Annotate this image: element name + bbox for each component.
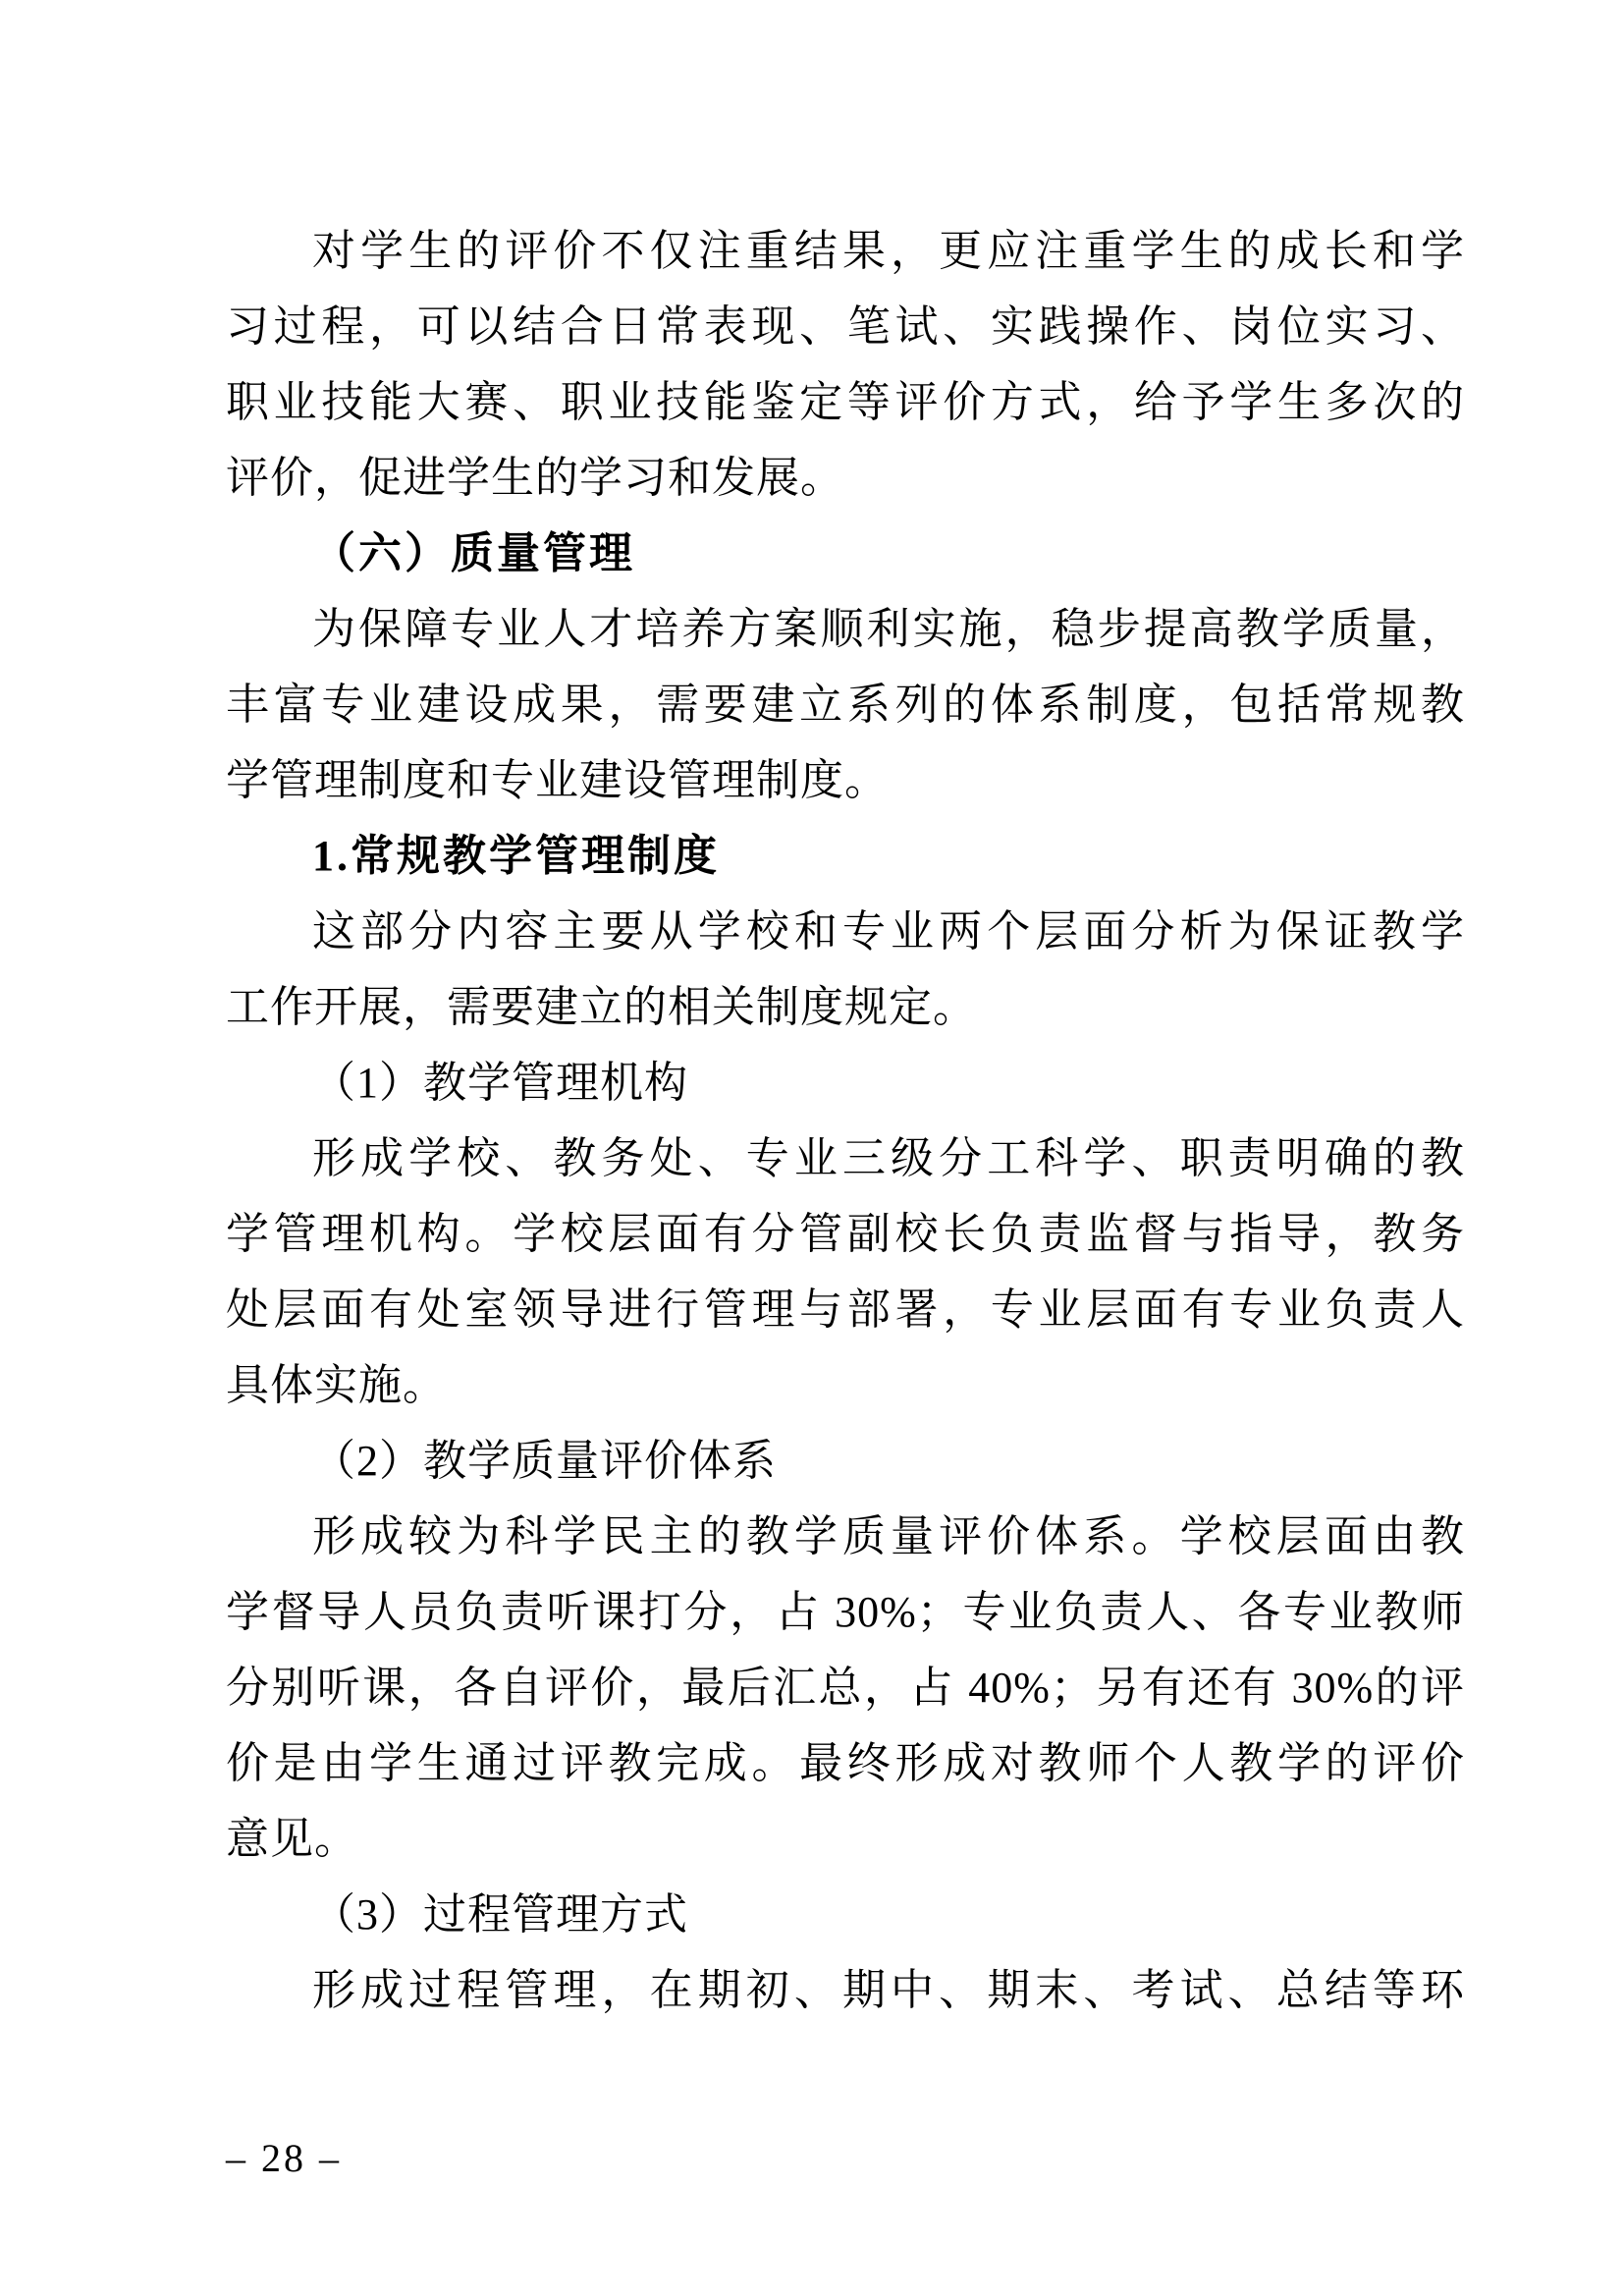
subheading-3-process-management-method: （3）过程管理方式 xyxy=(312,1890,688,1939)
body-line: 工作开展，需要建立的相关制度规定。 xyxy=(226,983,977,1031)
body-line: 意见。 xyxy=(226,1815,358,1863)
body-line: 形成较为科学民主的教学质量评价体系。学校层面由教 xyxy=(312,1512,1465,1560)
subheading-1-teaching-management-organization: （1）教学管理机构 xyxy=(312,1059,688,1107)
body-line: 价是由学生通过评教完成。最终形成对教师个人教学的评价 xyxy=(226,1739,1465,1787)
body-line: 具体实施。 xyxy=(226,1361,447,1409)
heading-1-regular-teaching-management-system: 1.常规教学管理制度 xyxy=(312,832,720,880)
body-line: 为保障专业人才培养方案顺利实施，稳步提高教学质量， xyxy=(312,605,1465,653)
heading-section-6-quality-management: （六）质量管理 xyxy=(312,529,635,577)
body-line: 学管理制度和专业建设管理制度。 xyxy=(226,756,889,804)
document-text-block xyxy=(226,213,1465,2028)
body-line: 丰富专业建设成果，需要建立系列的体系制度，包括常规教 xyxy=(226,681,1465,729)
body-line: 学管理机构。学校层面有分管副校长负责监督与指导，教务 xyxy=(226,1210,1465,1258)
body-line: 学督导人员负责听课打分，占 30%；专业负责人、各专业教师 xyxy=(226,1588,1465,1636)
body-line: 形成学校、教务处、专业三级分工科学、职责明确的教 xyxy=(312,1134,1465,1182)
body-line: 分别听课，各自评价，最后汇总，占 40%；另有还有 30%的评 xyxy=(226,1664,1465,1712)
body-line: 职业技能大赛、职业技能鉴定等评价方式，给予学生多次的 xyxy=(226,378,1465,426)
body-line: 对学生的评价不仅注重结果，更应注重学生的成长和学 xyxy=(312,227,1465,275)
body-line: 评价，促进学生的学习和发展。 xyxy=(226,454,844,502)
subheading-2-teaching-quality-evaluation-system: （2）教学质量评价体系 xyxy=(312,1437,777,1485)
body-line: 形成过程管理，在期初、期中、期末、考试、总结等环 xyxy=(312,1966,1465,2014)
page-number: – 28 – xyxy=(226,2136,342,2180)
body-line: 这部分内容主要从学校和专业两个层面分析为保证教学 xyxy=(312,907,1465,956)
body-line: 习过程，可以结合日常表现、笔试、实践操作、岗位实习、 xyxy=(226,302,1465,351)
body-line: 处层面有处室领导进行管理与部署，专业层面有专业负责人 xyxy=(226,1285,1465,1334)
